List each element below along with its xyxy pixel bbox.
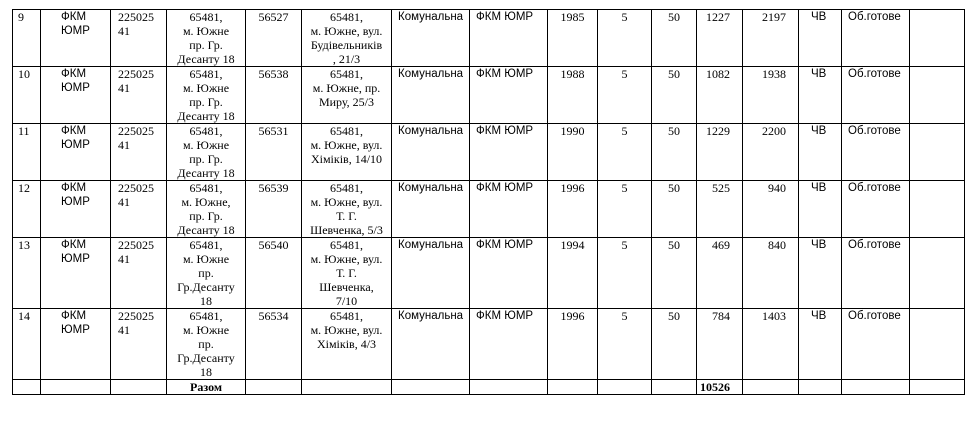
- code-cell: 225025 41: [111, 309, 167, 380]
- object-address-cell: 65481, м. Южне, вул. Хіміків, 4/3: [302, 309, 392, 380]
- object-address-cell: 65481, м. Южне, вул. Т. Г. Шевченка, 5/3: [302, 181, 392, 238]
- object-address-cell: 65481, м. Южне, пр. Миру, 25/3: [302, 67, 392, 124]
- empty-cell: [598, 380, 652, 395]
- object-id-cell: 56539: [246, 181, 302, 238]
- total-area-sum: 10526: [697, 380, 743, 395]
- type-cell: ЧВ: [799, 181, 842, 238]
- row-number: 9: [13, 10, 41, 67]
- ownership-cell: Комунальна: [392, 309, 470, 380]
- object-id-cell: 56527: [246, 10, 302, 67]
- operator-cell: ФКМ ЮМР: [41, 181, 111, 238]
- area-cell: 784: [697, 309, 743, 380]
- state-cell: Об.готове: [842, 238, 910, 309]
- volume-cell: 1938: [743, 67, 799, 124]
- apartments-cell: 50: [652, 238, 697, 309]
- object-address-cell: 65481, м. Южне, вул. Т. Г. Шевченка, 7/10: [302, 238, 392, 309]
- table-row: [13, 309, 965, 380]
- row-number: 11: [13, 124, 41, 181]
- volume-cell: 2200: [743, 124, 799, 181]
- operator-address-cell: 65481, м. Южне пр. Гр.Десанту 18: [167, 309, 246, 380]
- area-cell: 525: [697, 181, 743, 238]
- code-cell: 225025 41: [111, 238, 167, 309]
- volume-cell: 940: [743, 181, 799, 238]
- volume-cell: 840: [743, 238, 799, 309]
- object-id-cell: 56534: [246, 309, 302, 380]
- holder-cell: ФКМ ЮМР: [470, 10, 548, 67]
- operator-address-cell: 65481, м. Южне, пр. Гр. Десанту 18: [167, 181, 246, 238]
- volume-cell: 2197: [743, 10, 799, 67]
- code-cell: 225025 41: [111, 67, 167, 124]
- operator-cell: ФКМ ЮМР: [41, 10, 111, 67]
- floors-cell: 5: [598, 124, 652, 181]
- empty-cell: [799, 380, 842, 395]
- apartments-cell: 50: [652, 10, 697, 67]
- year-cell: 1985: [548, 10, 598, 67]
- table-row: [13, 181, 965, 238]
- floors-cell: 5: [598, 181, 652, 238]
- holder-cell: ФКМ ЮМР: [470, 309, 548, 380]
- year-cell: 1996: [548, 181, 598, 238]
- empty-cell: [13, 380, 41, 395]
- table-row: [13, 238, 965, 309]
- state-cell: Об.готове: [842, 181, 910, 238]
- empty-cell: [910, 10, 965, 67]
- volume-cell: 1403: [743, 309, 799, 380]
- row-number: 14: [13, 309, 41, 380]
- apartments-cell: 50: [652, 67, 697, 124]
- table-row: [13, 10, 965, 67]
- holder-cell: ФКМ ЮМР: [470, 238, 548, 309]
- ownership-cell: Комунальна: [392, 181, 470, 238]
- year-cell: 1994: [548, 238, 598, 309]
- area-cell: 1082: [697, 67, 743, 124]
- year-cell: 1990: [548, 124, 598, 181]
- object-id-cell: 56540: [246, 238, 302, 309]
- empty-cell: [548, 380, 598, 395]
- empty-cell: [910, 181, 965, 238]
- empty-cell: [910, 309, 965, 380]
- empty-cell: [470, 380, 548, 395]
- floors-cell: 5: [598, 238, 652, 309]
- table-row: [13, 67, 965, 124]
- type-cell: ЧВ: [799, 124, 842, 181]
- operator-address-cell: 65481, м. Южне пр. Гр. Десанту 18: [167, 67, 246, 124]
- empty-cell: [910, 238, 965, 309]
- empty-cell: [652, 380, 697, 395]
- floors-cell: 5: [598, 10, 652, 67]
- object-address-cell: 65481, м. Южне, вул. Хіміків, 14/10: [302, 124, 392, 181]
- row-number: 10: [13, 67, 41, 124]
- floors-cell: 5: [598, 309, 652, 380]
- ownership-cell: Комунальна: [392, 238, 470, 309]
- apartments-cell: 50: [652, 181, 697, 238]
- holder-cell: ФКМ ЮМР: [470, 124, 548, 181]
- type-cell: ЧВ: [799, 309, 842, 380]
- apartments-cell: 50: [652, 309, 697, 380]
- object-id-cell: 56538: [246, 67, 302, 124]
- area-cell: 1229: [697, 124, 743, 181]
- object-id-cell: 56531: [246, 124, 302, 181]
- total-row: [13, 380, 965, 395]
- row-number: 12: [13, 181, 41, 238]
- operator-address-cell: 65481, м. Южне пр. Гр. Десанту 18: [167, 10, 246, 67]
- empty-cell: [392, 380, 470, 395]
- area-cell: 1227: [697, 10, 743, 67]
- empty-cell: [41, 380, 111, 395]
- table-row: [13, 124, 965, 181]
- operator-cell: ФКМ ЮМР: [41, 309, 111, 380]
- empty-cell: [743, 380, 799, 395]
- empty-cell: [910, 380, 965, 395]
- operator-cell: ФКМ ЮМР: [41, 238, 111, 309]
- state-cell: Об.готове: [842, 309, 910, 380]
- type-cell: ЧВ: [799, 10, 842, 67]
- object-address-cell: 65481, м. Южне, вул. Будівельників , 21/3: [302, 10, 392, 67]
- operator-address-cell: 65481, м. Южне пр. Гр.Десанту 18: [167, 238, 246, 309]
- operator-cell: ФКМ ЮМР: [41, 67, 111, 124]
- total-label: Разом: [167, 380, 246, 395]
- empty-cell: [246, 380, 302, 395]
- state-cell: Об.готове: [842, 67, 910, 124]
- type-cell: ЧВ: [799, 67, 842, 124]
- floors-cell: 5: [598, 67, 652, 124]
- empty-cell: [842, 380, 910, 395]
- code-cell: 225025 41: [111, 124, 167, 181]
- ownership-cell: Комунальна: [392, 10, 470, 67]
- year-cell: 1988: [548, 67, 598, 124]
- empty-cell: [910, 124, 965, 181]
- holder-cell: ФКМ ЮМР: [470, 181, 548, 238]
- empty-cell: [302, 380, 392, 395]
- state-cell: Об.готове: [842, 124, 910, 181]
- area-cell: 469: [697, 238, 743, 309]
- apartments-cell: 50: [652, 124, 697, 181]
- property-registry-table: [12, 9, 965, 395]
- empty-cell: [910, 67, 965, 124]
- type-cell: ЧВ: [799, 238, 842, 309]
- holder-cell: ФКМ ЮМР: [470, 67, 548, 124]
- empty-cell: [111, 380, 167, 395]
- code-cell: 225025 41: [111, 10, 167, 67]
- code-cell: 225025 41: [111, 181, 167, 238]
- ownership-cell: Комунальна: [392, 67, 470, 124]
- ownership-cell: Комунальна: [392, 124, 470, 181]
- operator-address-cell: 65481, м. Южне пр. Гр. Десанту 18: [167, 124, 246, 181]
- row-number: 13: [13, 238, 41, 309]
- state-cell: Об.готове: [842, 10, 910, 67]
- year-cell: 1996: [548, 309, 598, 380]
- operator-cell: ФКМ ЮМР: [41, 124, 111, 181]
